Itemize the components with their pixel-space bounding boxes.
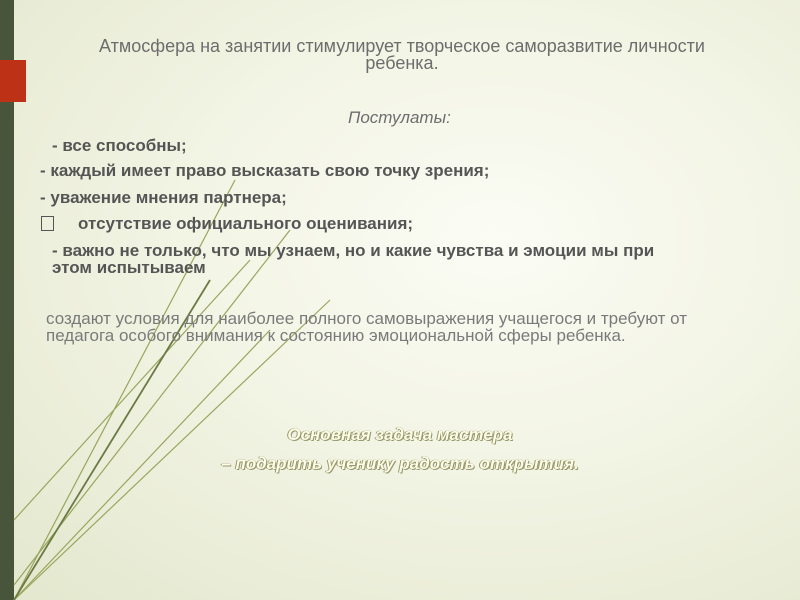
postulate-item-1: - все способны; bbox=[52, 136, 187, 155]
conclusion-paragraph: создают условия для наиболее полного самовыражения учащегося и требуют от педагога особого внимания к состоянию эмоциональной сферы ребенка. bbox=[46, 309, 688, 345]
goal-line-2: – подарить ученику радость открытия. bbox=[221, 454, 579, 473]
slide-heading: Атмосфера на занятии стимулирует творческое саморазвитие личности ребенка. bbox=[99, 36, 705, 73]
postulate-item-4-label: отсутствие официального оценивания; bbox=[78, 214, 414, 233]
postulate-item-5-label: - важно не только, что мы узнаем, но и какие чувства и эмоции мы при этом испытываем bbox=[52, 241, 655, 277]
postulate-item-4 bbox=[41, 214, 413, 234]
postulate-item-2: - каждый имеет право высказать свою точку зрения; bbox=[40, 161, 490, 180]
goal-line-1: Основная задача мастера bbox=[287, 425, 513, 444]
postulate-item-5 bbox=[52, 242, 692, 276]
main-goal bbox=[200, 420, 600, 478]
checkbox-bullet-icon bbox=[41, 216, 54, 231]
postulates-title: Постулаты: bbox=[348, 108, 451, 127]
postulate-item-3: - уважение мнения партнера; bbox=[40, 188, 287, 207]
